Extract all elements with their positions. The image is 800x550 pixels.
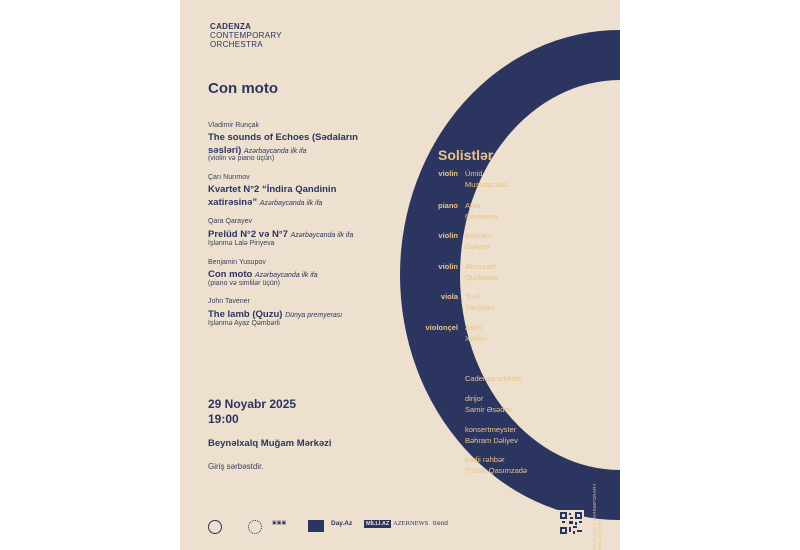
program-3-note: Azərbaycanda ilk ifa <box>290 232 354 239</box>
program-1-title: The sounds of Echoes (Sədaların <box>208 132 358 143</box>
concert-venue: Beynəlxalq Muğam Mərkəzi <box>208 438 332 449</box>
program-2-composer: Çarı Nurımov <box>208 174 250 181</box>
soloist-1-name: Ümid Mustafazadə <box>465 169 508 189</box>
program-2-title-cont: xatirəsinə” Azərbaycanda ilk ifa <box>208 197 323 208</box>
concert-poster <box>180 0 620 550</box>
soloist-6-instrument: violonçel <box>425 323 458 332</box>
qr-code-icon[interactable] <box>558 510 584 536</box>
program-4-composer: Benjamin Yusupov <box>208 259 266 266</box>
program-3-title: Prelüd N°2 və N°7 Azərbaycanda ilk ifa <box>208 229 354 240</box>
concert-title: Con moto <box>208 80 278 97</box>
vertical-brand-text: CADENZA CONTEMPORARY ORCHESTRA <box>592 483 602 550</box>
program-3-subnote: İşlənmə Lalə Piriyeva <box>208 240 275 247</box>
program-5-subnote: İşlənmə Ayaz Qəmbərli <box>208 320 280 327</box>
brand-line-2: CONTEMPORARY <box>210 31 282 40</box>
soloist-5-name: Toyli Yaxşıyev <box>465 292 495 312</box>
sponsor-trend: trend <box>433 520 448 527</box>
program-1-subnote: (violin və piano üçün) <box>208 155 275 162</box>
sponsor-logo-emblem-icon <box>208 520 222 534</box>
sponsor-azernews: AZERNEWS <box>393 520 429 527</box>
soloist-1-instrument: violin <box>438 169 458 178</box>
brand-name: CADENZA <box>210 22 252 31</box>
sponsor-logo-block-icon <box>308 520 324 532</box>
program-1-note: Azərbaycanda ilk ifa <box>243 148 307 155</box>
credit-concertmaster: konsertmeyster Bəhram Dəliyev <box>465 425 518 445</box>
brand-line-3: ORCHESTRA <box>210 40 263 49</box>
concert-date: 29 Noyabr 2025 <box>208 397 297 411</box>
program-3-composer: Qara Qarayev <box>208 218 252 225</box>
program-4-subnote: (piano və simlilər üçün) <box>208 280 280 287</box>
sponsor-dayaz: Day.Az <box>331 520 353 527</box>
program-2-title: Kvartet N°2 “İndira Qandinin <box>208 184 337 195</box>
sponsor-logo-text-icon: ▣▣▣ <box>272 520 287 526</box>
credit-artistic-director: bədii rəhbər Türkər Qasımzadə <box>465 455 528 475</box>
program-1-composer: Vladimir Runçak <box>208 122 259 129</box>
program-5-note: Dünya premyerası <box>285 312 343 319</box>
sponsor-milliaz: MİLLİ.AZ <box>366 521 390 527</box>
program-4-title: Con moto Azərbaycanda ilk ifa <box>208 269 318 280</box>
credit-conductor: dirijor Samir Əsədov <box>465 394 513 414</box>
concert-time: 19:00 <box>208 412 239 426</box>
soloist-2-name: Afaq Qarayeva <box>465 201 498 221</box>
program-1-title-cont: səsləri) Azərbaycanda ilk ifa <box>208 145 307 156</box>
entry-note: Giriş sərbəstdir. <box>208 462 264 471</box>
program-2-note: Azərbaycanda ilk ifa <box>259 200 323 207</box>
soloist-4-name: Akmurad Qurbanov <box>465 262 498 282</box>
program-5-composer: John Tavener <box>208 298 250 305</box>
soloist-6-name: Asim Xəlilov <box>465 323 488 343</box>
soloist-3-instrument: violin <box>438 231 458 240</box>
soloist-3-name: Bəhram Dəliyev <box>465 231 492 251</box>
program-5-title: The lamb (Quzu) Dünya premyerası <box>208 309 343 320</box>
soloist-5-instrument: viola <box>440 292 458 301</box>
soloist-2-instrument: piano <box>438 201 458 210</box>
soloist-4-instrument: violin <box>438 262 458 271</box>
program-4-note: Azərbaycanda ilk ifa <box>254 272 318 279</box>
sponsor-logo-ring-icon <box>248 520 262 534</box>
credit-orchestra: Cadenza orkestri <box>465 374 522 383</box>
soloists-title: Solistlər <box>438 147 494 163</box>
